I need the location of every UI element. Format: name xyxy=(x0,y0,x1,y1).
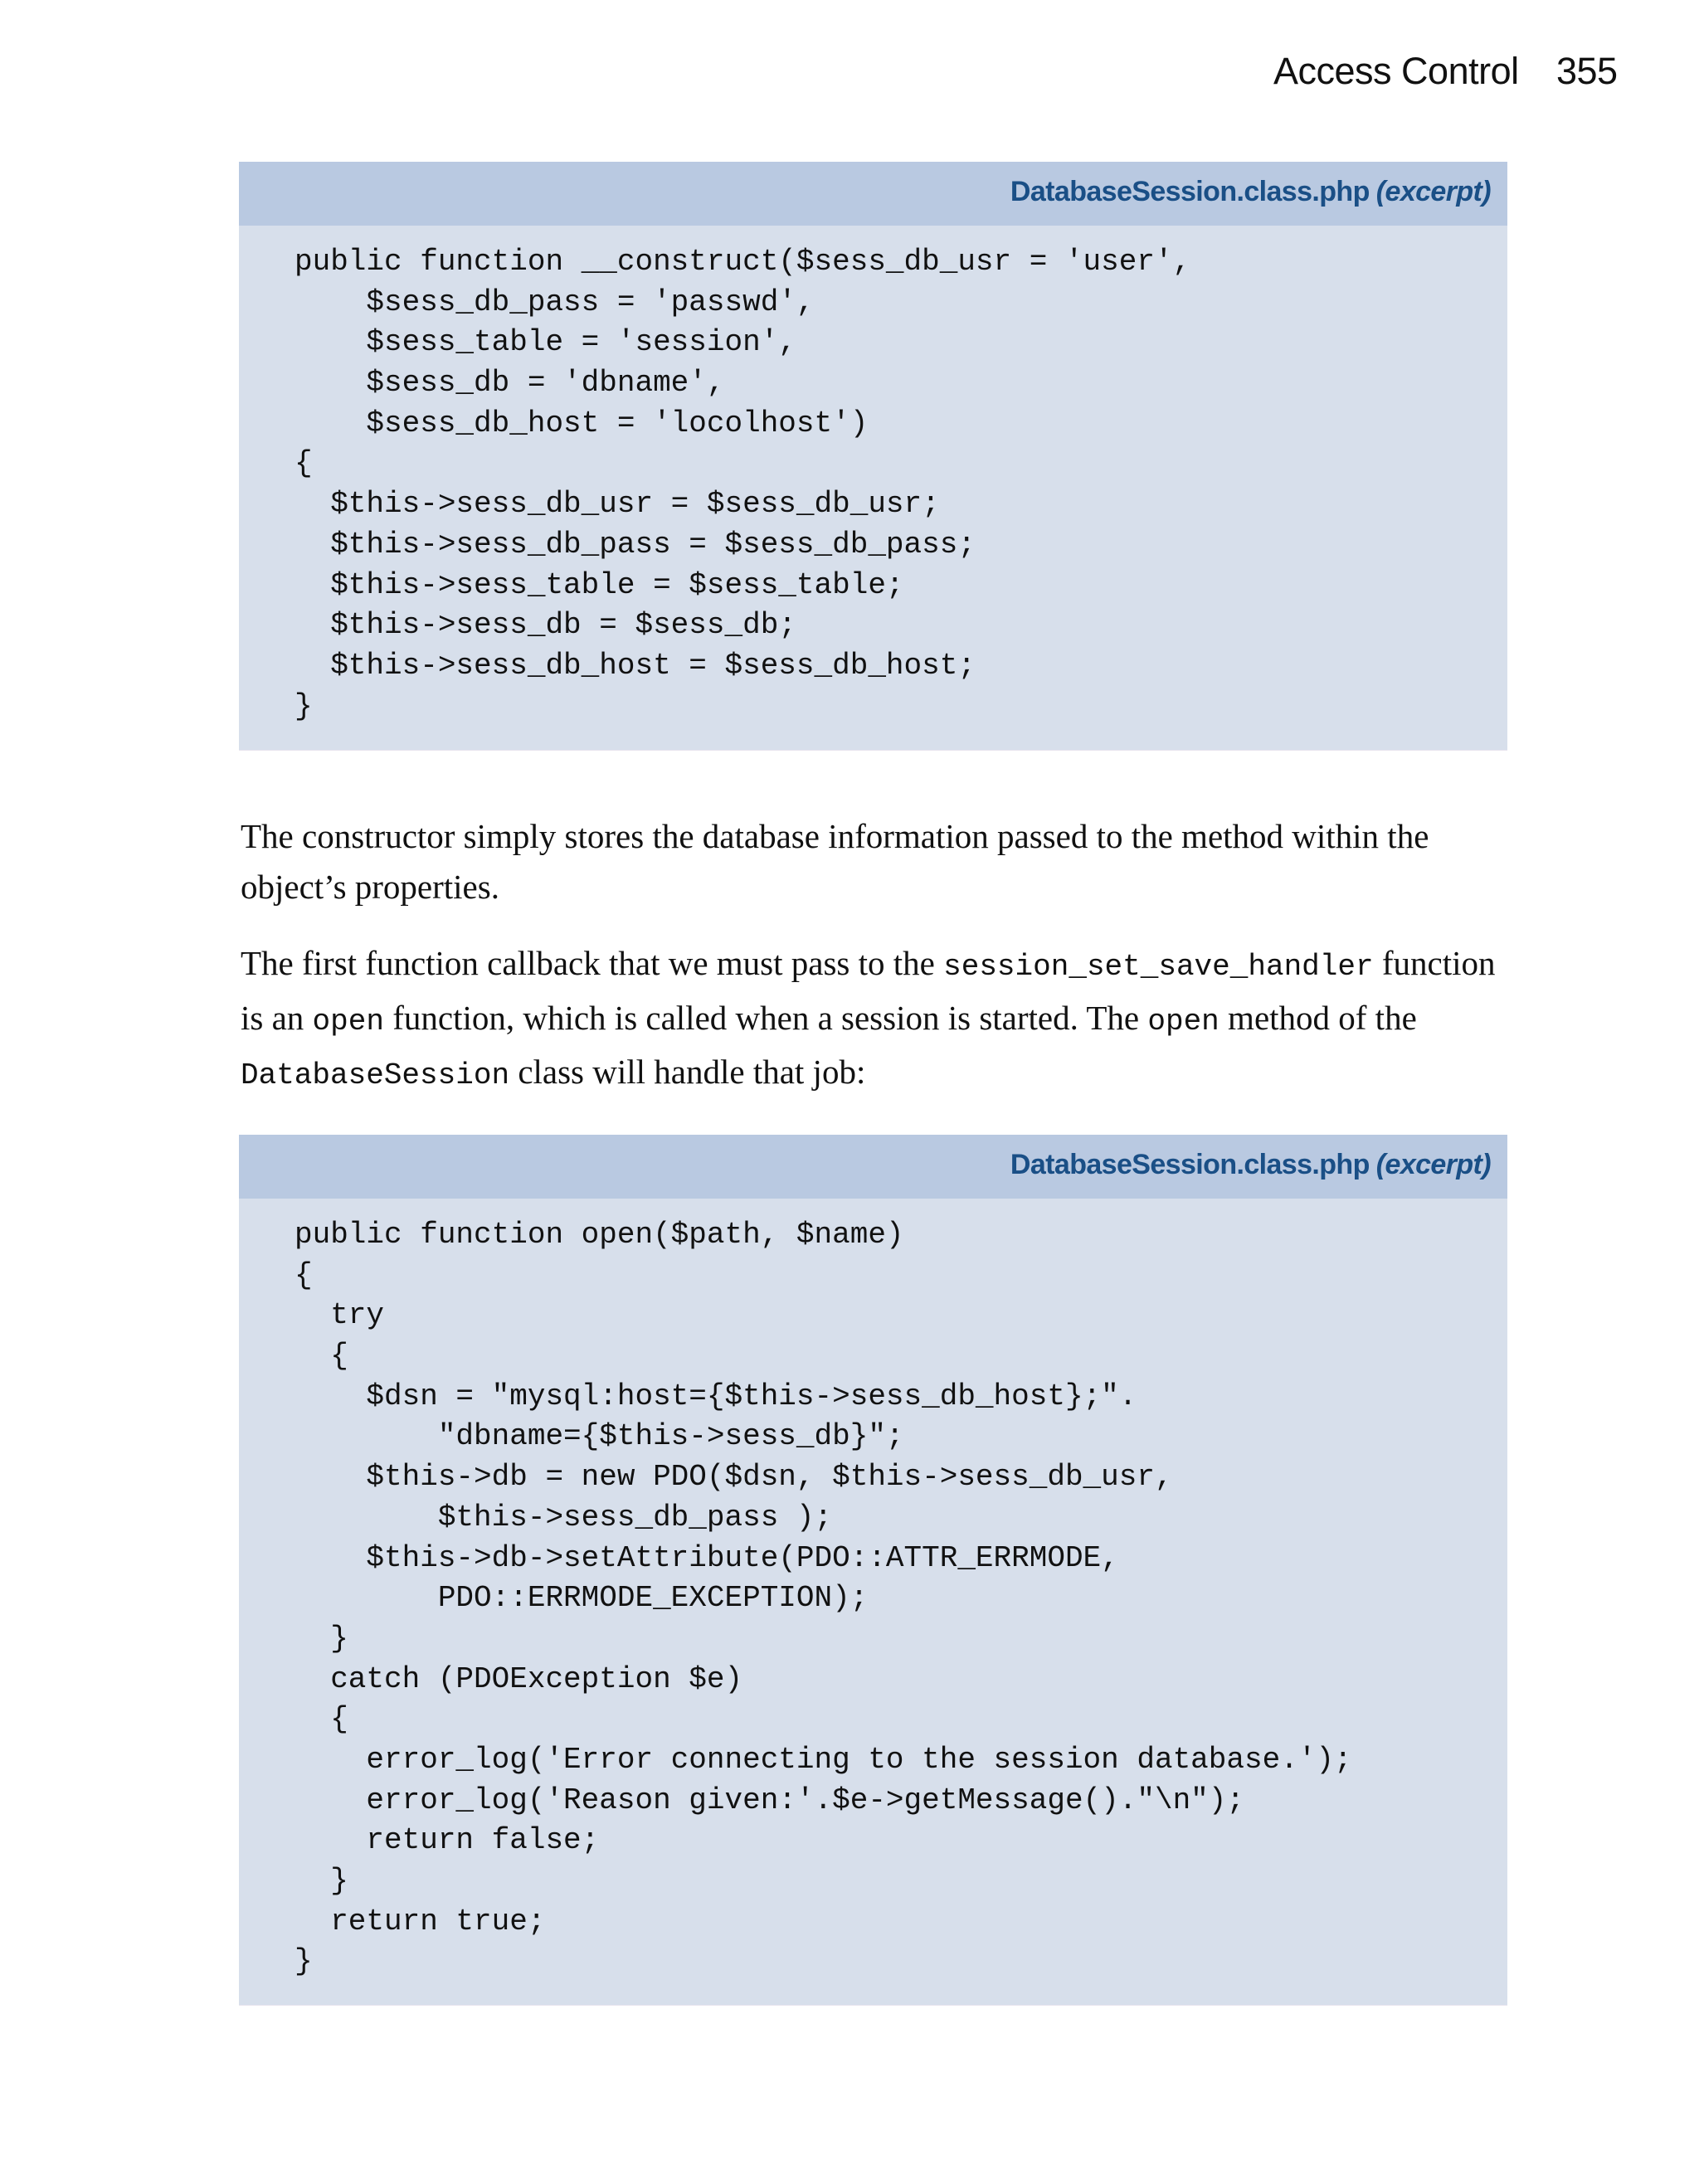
code-listing-open xyxy=(239,1135,1507,2005)
code-line: $this->sess_db_host = $sess_db_host; xyxy=(295,648,976,683)
code-listing-note: (excerpt) xyxy=(1375,1149,1491,1180)
code-line: $this->sess_db_pass = $sess_db_pass; xyxy=(295,527,976,562)
body-paragraph-1 xyxy=(241,811,1518,912)
code-line: PDO::ERRMODE_EXCEPTION); xyxy=(295,1581,869,1616)
inline-code-databasesession: DatabaseSession xyxy=(241,1058,510,1092)
paragraph-text: The first function callback that we must pass to the xyxy=(241,944,944,982)
code-listing-title xyxy=(1010,176,1491,208)
code-line: $this->sess_db_usr = $sess_db_usr; xyxy=(295,487,940,522)
code-line: $sess_db_host = 'locolhost') xyxy=(295,406,869,440)
code-listing-body xyxy=(239,226,1507,727)
code-line: $sess_table = 'session', xyxy=(295,325,796,360)
code-listing-constructor xyxy=(239,162,1507,750)
code-line: catch (PDOException $e) xyxy=(295,1661,743,1696)
code-line: $sess_db = 'dbname', xyxy=(295,366,725,401)
body-paragraph-2 xyxy=(241,938,1518,1102)
code-line: public function open($path, $name) xyxy=(295,1218,904,1252)
code-line: $this->sess_db = $sess_db; xyxy=(295,608,796,643)
code-line: { xyxy=(295,446,313,481)
running-head-section: Access Control xyxy=(1273,50,1519,92)
code-listing-filename: DatabaseSession.class.php xyxy=(1010,176,1370,207)
code-line: try xyxy=(295,1298,385,1333)
inline-code-session-set-save-handler: session_set_save_handler xyxy=(943,950,1374,984)
code-listing-title xyxy=(1010,1149,1491,1181)
code-listing-caption xyxy=(239,1135,1507,1199)
code-line: $dsn = "mysql:host={$this->sess_db_host};". xyxy=(295,1379,1137,1413)
code-listing-caption xyxy=(239,162,1507,226)
code-line: { xyxy=(295,1702,348,1737)
code-line: $sess_db_pass = 'passwd', xyxy=(295,285,815,319)
code-line: error_log('Reason given:'.$e->getMessage()."\n"); xyxy=(295,1783,1244,1817)
code-line: } xyxy=(295,1621,348,1656)
paragraph-text: function is an xyxy=(241,944,1496,1037)
page-number: 355 xyxy=(1556,50,1618,92)
code-line: $this->sess_table = $sess_table; xyxy=(295,567,904,602)
paragraph-text: method of the xyxy=(1219,998,1417,1037)
code-line: return false; xyxy=(295,1823,600,1858)
code-listing-body xyxy=(239,1199,1507,1982)
paragraph-text: The constructor simply stores the database information passed to the method within the object’s properties. xyxy=(241,817,1429,906)
code-line: { xyxy=(295,1257,313,1292)
code-line: "dbname={$this->sess_db}"; xyxy=(295,1419,904,1454)
code-line: return true; xyxy=(295,1904,546,1938)
code-line: } xyxy=(295,1864,348,1898)
code-listing-filename: DatabaseSession.class.php xyxy=(1010,1149,1370,1180)
code-line: } xyxy=(295,1944,313,1979)
code-line: $this->db = new PDO($dsn, $this->sess_db_usr, xyxy=(295,1460,1173,1495)
code-line: $this->db->setAttribute(PDO::ATTR_ERRMODE, xyxy=(295,1540,1119,1575)
paragraph-text: function, which is called when a session is started. The xyxy=(383,998,1148,1037)
code-line: } xyxy=(295,688,313,723)
inline-code-open: open xyxy=(312,1004,384,1038)
code-line: { xyxy=(295,1339,348,1374)
running-head xyxy=(0,43,1699,101)
paragraph-text: class will handle that job: xyxy=(509,1053,866,1091)
code-line: public function __construct($sess_db_usr = 'user', xyxy=(295,245,1191,279)
code-line: $this->sess_db_pass ); xyxy=(295,1500,833,1535)
code-line: error_log('Error connecting to the session database.'); xyxy=(295,1742,1352,1777)
code-listing-note: (excerpt) xyxy=(1375,176,1491,207)
inline-code-open: open xyxy=(1147,1004,1219,1038)
